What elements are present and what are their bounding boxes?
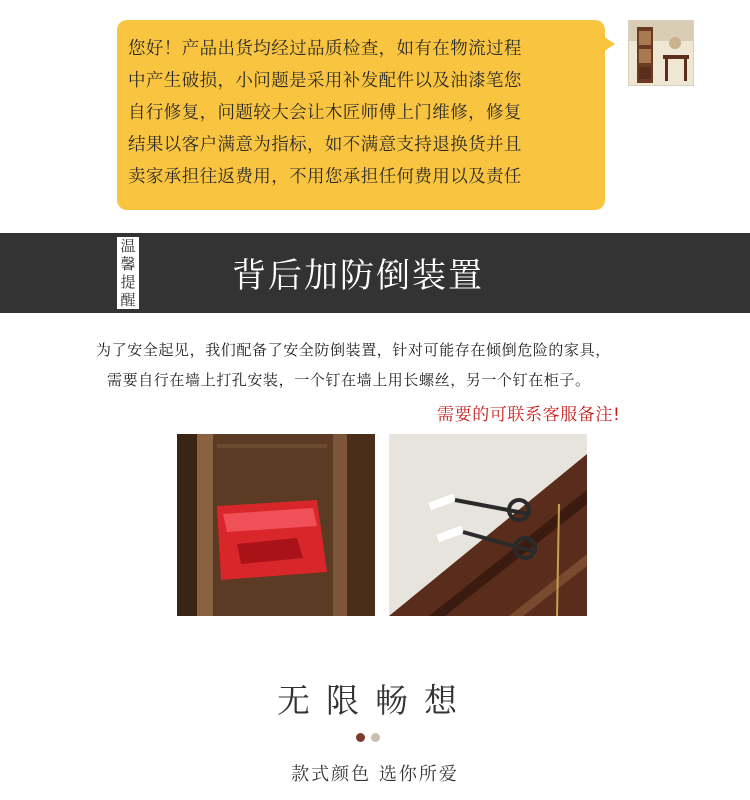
anti-tip-kit-photo xyxy=(177,434,375,616)
tip-char: 馨 xyxy=(120,255,136,273)
wall-screws-photo xyxy=(389,434,587,616)
decorative-dot xyxy=(356,733,365,742)
avatar xyxy=(628,20,694,86)
description-line: 为了安全起见，我们配备了安全防倒装置，针对可能存在倾倒危险的家具， xyxy=(96,341,611,359)
message-line: 中产生破损，小问题是采用补发配件以及油漆笔您 xyxy=(128,71,522,91)
tip-label xyxy=(117,237,139,309)
message-line: 结果以客户满意为指标，如不满意支持退换货并且 xyxy=(128,135,522,155)
footer-subheading: 款式颜色 选你所爱 xyxy=(291,764,459,785)
description-line: 需要自行在墙上打孔安装，一个钉在墙上用长螺丝，另一个钉在柜子。 xyxy=(107,371,591,389)
contact-note: 需要的可联系客服备注! xyxy=(437,405,621,425)
tip-char: 温 xyxy=(120,237,136,255)
message-text xyxy=(128,33,594,193)
tip-char: 提 xyxy=(120,273,136,291)
banner-title: 背后加防倒装置 xyxy=(232,256,484,296)
message-line: 卖家承担往返费用，不用您承担任何费用以及责任 xyxy=(128,167,522,187)
message-bubble-tail xyxy=(603,36,615,52)
tip-char: 醒 xyxy=(120,291,136,309)
message-line: 自行修复，问题较大会让木匠师傅上门维修，修复 xyxy=(128,103,522,123)
message-line: 您好！产品出货均经过品质检查，如有在物流过程 xyxy=(128,39,522,59)
footer-heading: 无限畅想 xyxy=(277,681,473,720)
decorative-dot xyxy=(371,733,380,742)
